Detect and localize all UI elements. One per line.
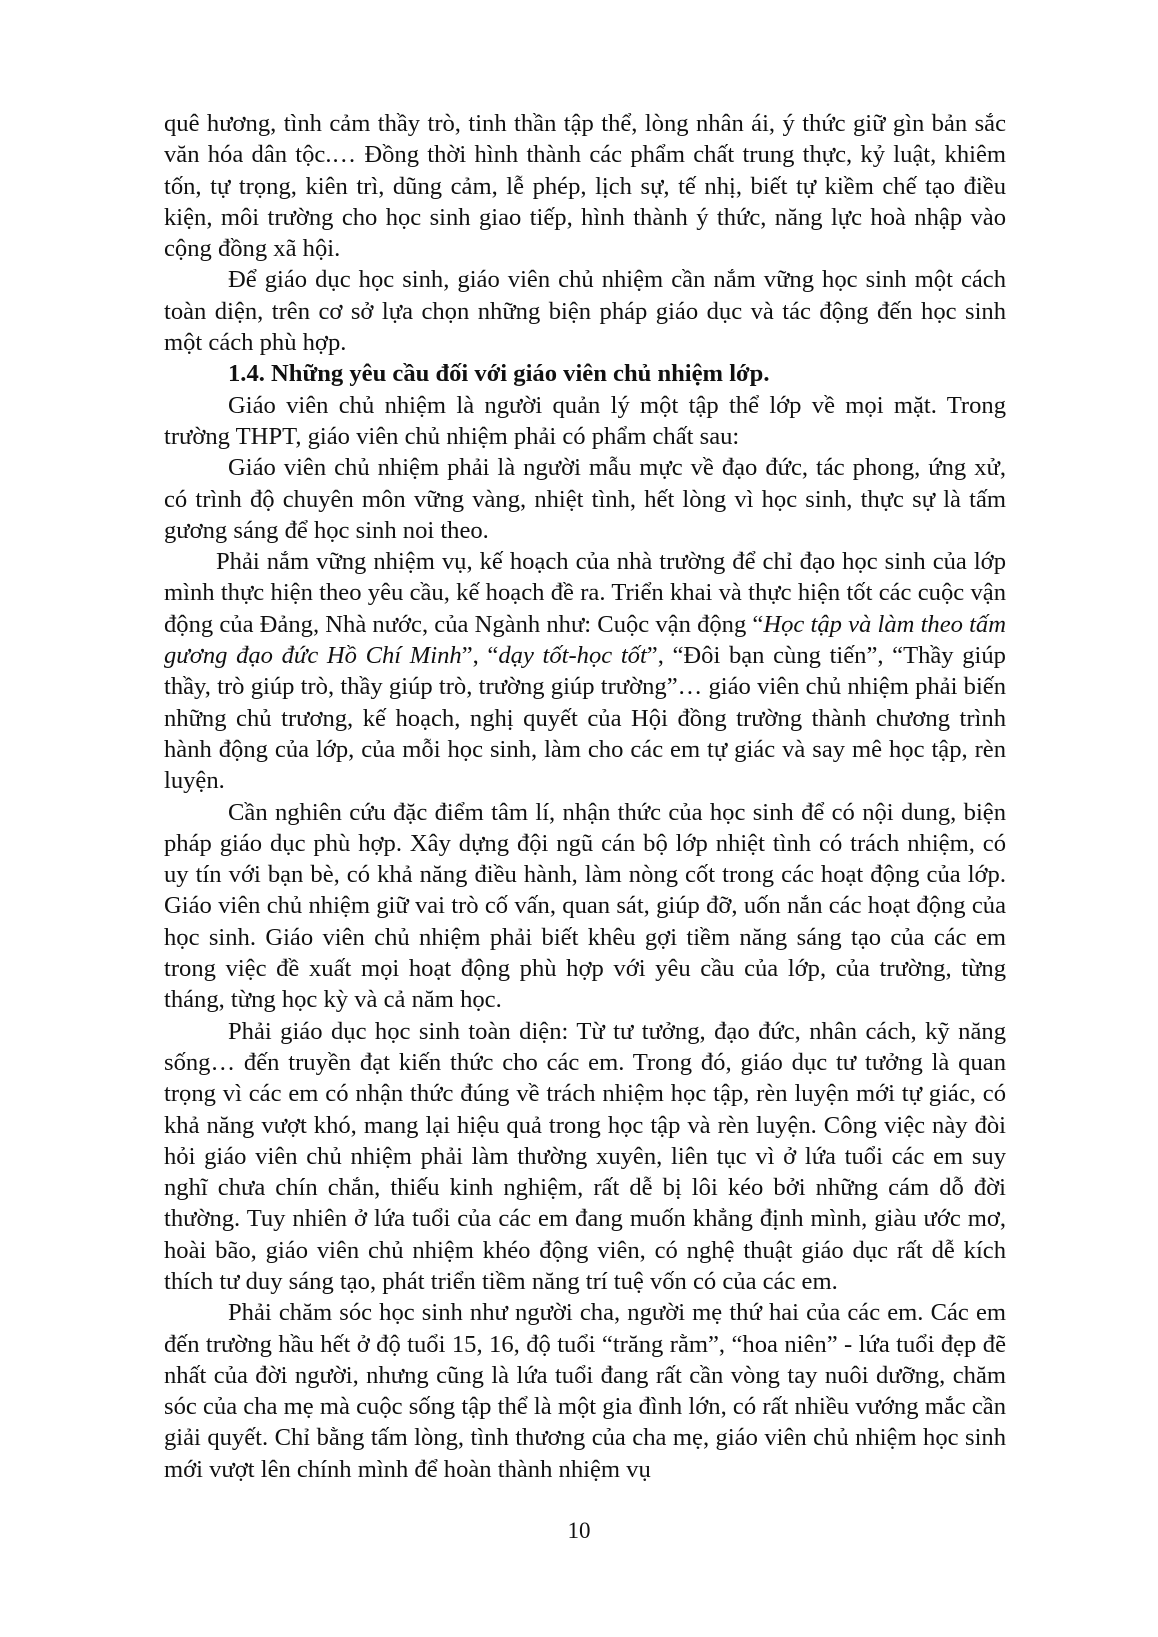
paragraph-5-text-a: Phải nắm vững nhiệm vụ, kế hoạch của nhà trường để chỉ đạo học sinh của lớp mình thực hiện theo yêu cầu, kế hoạch đề ra. Triển khai và thực hiện tốt các cuộc vận động của Đảng, Nhà nước, của Ngành như: Cuộc vận động “ — [164, 548, 1006, 638]
paragraph-5-italic-campaign: Học tập và làm theo tấm gương đạo đức Hồ Chí Minh — [164, 610, 1006, 670]
paragraph-5-text-c: ”, “ — [461, 642, 499, 670]
paragraph-4: Giáo viên chủ nhiệm phải là người mẫu mực về đạo đức, tác phong, ứng xử, có trình độ chuyên môn vững vàng, nhiệt tình, hết lòng vì học sinh, thực sự là tấm gương sáng để học sinh noi theo. — [164, 454, 1006, 544]
paragraph-7: Phải giáo dục học sinh toàn diện: Từ tư tưởng, đạo đức, nhân cách, kỹ năng sống… đến truyền đạt kiến thức cho các em. Trong đó, giáo dục tư tưởng là quan trọng vì các em có nhận thức đúng về trách nhiệm học tập, rèn luyện mới tự giác, có khả năng vượt khó, mang lại hiệu quả trong học tập và rèn luyện. Công việc này đòi hỏi giáo viên chủ nhiệm phải làm thường xuyên, liên tục vì ở lứa tuổi các em suy nghĩ chưa chín chắn, thiếu kinh nghiệm, rất dễ bị lôi kéo bởi những cám dỗ đời thường. Tuy nhiên ở lứa tuổi của các em đang muốn khẳng định mình, giàu ước mơ, hoài bão, giáo viên chủ nhiệm khéo động viên, có nghệ thuật giáo dục rất dễ kích thích tư duy sáng tạo, phát triển tiềm năng trí tuệ vốn có của các em. — [164, 1017, 1006, 1295]
paragraph-5 — [164, 546, 1006, 796]
page-body — [164, 108, 1006, 1485]
section-heading: 1.4. Những yêu cầu đối với giáo viên chủ nhiệm lớp. — [228, 360, 770, 388]
paragraph-2: Để giáo dục học sinh, giáo viên chủ nhiệm cần nắm vững học sinh một cách toàn diện, trên cơ sở lựa chọn những biện pháp giáo dục và tác động đến học sinh một cách phù hợp. — [164, 266, 1006, 357]
paragraph-1: quê hương, tình cảm thầy trò, tinh thần tập thể, lòng nhân ái, ý thức giữ gìn bản sắc văn hóa dân tộc.… Đồng thời hình thành các phẩm chất trung thực, kỷ luật, khiêm tốn, tự trọng, kiên trì, dũng cảm, lễ phép, lịch sự, tế nhị, biết tự kiềm chế tạo điều kiện, môi trường cho học sinh giao tiếp, hình thành ý thức, năng lực hoà nhập vào cộng đồng xã hội. — [164, 110, 1006, 263]
paragraph-8: Phải chăm sóc học sinh như người cha, người mẹ thứ hai của các em. Các em đến trường hầu hết ở độ tuổi 15, 16, độ tuổi “trăng rằm”, “hoa niên” - lứa tuổi đẹp đẽ nhất của đời người, nhưng cũng là lứa tuổi đang rất cần vòng tay nuôi dưỡng, chăm sóc của cha mẹ mà cuộc sống tập thể là một gia đình lớn, có rất nhiều vướng mắc cần giải quyết. Chỉ bằng tấm lòng, tình thương của cha mẹ, giáo viên chủ nhiệm học sinh mới vượt lên chính mình để hoàn thành nhiệm vụ — [164, 1299, 1006, 1483]
paragraph-6: Cần nghiên cứu đặc điểm tâm lí, nhận thức của học sinh để có nội dung, biện pháp giáo dục phù hợp. Xây dựng đội ngũ cán bộ lớp nhiệt tình có trách nhiệm, có uy tín với bạn bè, có khả năng điều hành, làm nòng cốt trong các hoạt động của lớp. Giáo viên chủ nhiệm giữ vai trò cố vấn, quan sát, giúp đỡ, uốn nắn các hoạt động của học sinh. Giáo viên chủ nhiệm phải biết khêu gợi tiềm năng sáng tạo của các em trong việc đề xuất mọi hoạt động phù hợp với yêu cầu của lớp, của trường, từng tháng, từng học kỳ và cả năm học. — [164, 798, 1006, 1014]
paragraph-5-text-e: ”, “Đôi bạn cùng tiến”, “Thầy giúp thầy, trò giúp trò, thầy giúp trò, trường giúp trường”… giáo viên chủ nhiệm phải biến những chủ trương, kế hoạch, nghị quyết của Hội đồng trường thành chương trình hành động của lớp, của mỗi học sinh, làm cho các em tự giác và say mê học tập, rèn luyện. — [164, 642, 1006, 795]
paragraph-5-italic-slogan: dạy tốt-học tốt — [498, 642, 647, 670]
paragraph-3: Giáo viên chủ nhiệm là người quản lý một tập thể lớp về mọi mặt. Trong trường THPT, giáo viên chủ nhiệm phải có phẩm chất sau: — [164, 391, 1006, 450]
page-number: 10 — [567, 1518, 591, 1543]
